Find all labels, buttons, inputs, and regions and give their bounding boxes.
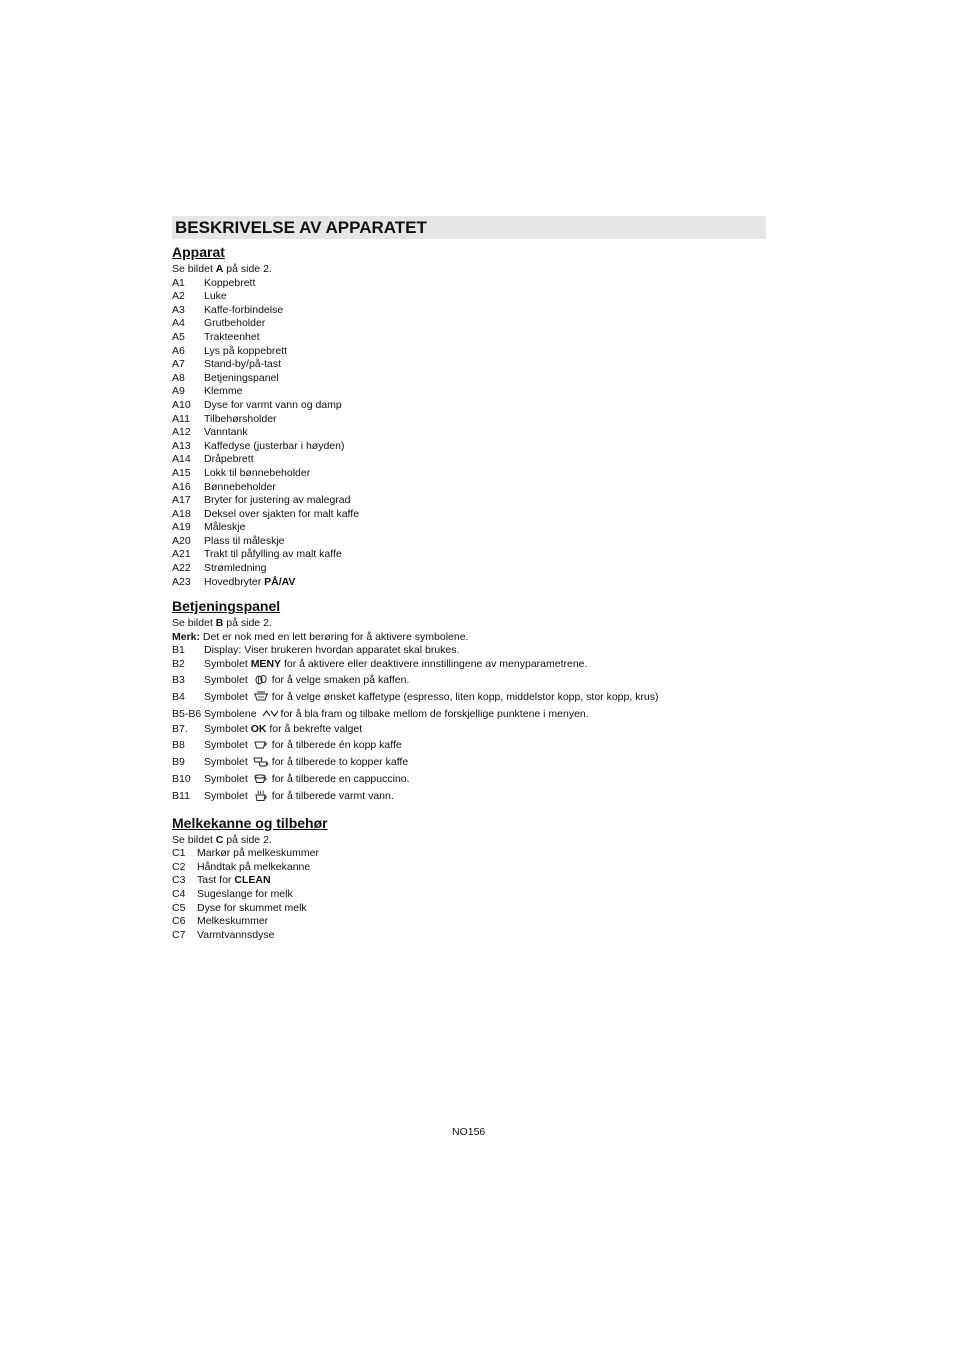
betjening-reference: Se bildet B på side 2. (172, 617, 272, 630)
item-text: Markør på melkeskummer (197, 847, 319, 860)
item-code: C3 (172, 874, 186, 887)
list-item (172, 426, 766, 440)
item-text: Håndtak på melkekanne (197, 860, 311, 873)
item-code: A6 (172, 344, 185, 357)
item-code: C2 (172, 860, 186, 873)
list-item (172, 658, 766, 672)
item-code: B5-B6 (172, 708, 202, 721)
list-item (172, 440, 766, 454)
item-text: Bryter for justering av malegrad (204, 494, 351, 507)
betjeningspanel-heading: Betjeningspanel (172, 598, 281, 615)
item-text: Vanntank (204, 426, 248, 439)
item-code: C6 (172, 915, 186, 928)
melkekanne-heading: Melkekanne og tilbehør (172, 814, 328, 831)
coffee-beans-icon (253, 674, 269, 685)
item-text: Måleskje (204, 521, 246, 534)
item-text: Symbolet OK for å bekrefte valget (204, 723, 363, 736)
list-item (172, 902, 766, 916)
list-item (172, 453, 766, 467)
item-text: Display: Viser brukeren hvordan apparatet skal brukes. (204, 644, 460, 657)
ref-figure: A (215, 263, 224, 275)
apparat-reference (172, 263, 766, 277)
item-text: Sugeslange for melk (197, 888, 293, 901)
item-code: B8 (172, 738, 185, 751)
list-item (172, 929, 766, 943)
item-code: A9 (172, 385, 185, 398)
item-text: Melkeskummer (197, 915, 269, 928)
list-item (172, 771, 766, 788)
item-code: A12 (172, 426, 191, 439)
item-code: A14 (172, 453, 191, 466)
ref-text-end: på side 2. (223, 263, 272, 275)
item-text: Strømledning (204, 562, 267, 575)
item-text: Varmtvannsdyse (197, 928, 275, 941)
item-text: Hovedbryter PÅ/AV (204, 575, 296, 588)
list-item (172, 413, 766, 427)
item-text: Plass til måleskje (204, 534, 285, 547)
note: Merk: Det er nok med en lett berøring for å aktivere symbolene. (172, 630, 469, 643)
item-text: Bønnebeholder (204, 480, 276, 493)
item-text: Symbolet for å tilberede to kopper kaffe (204, 756, 409, 769)
item-code: A1 (172, 276, 185, 289)
item-text: Betjeningspanel (204, 371, 279, 384)
item-code: A7 (172, 358, 185, 371)
list-item (172, 915, 766, 929)
item-text: Koppebrett (204, 276, 256, 289)
list-item (172, 874, 766, 888)
item-code: A13 (172, 439, 191, 452)
item-code: C1 (172, 847, 186, 860)
item-text: Lokk til bønnebeholder (204, 466, 311, 479)
item-text: Symbolene for å bla fram og tilbake mellom de forskjellige punktene i menyen. (204, 708, 589, 721)
list-item (172, 535, 766, 549)
item-text: Trakt til påfylling av malt kaffe (204, 548, 342, 561)
item-code: B3 (172, 673, 185, 686)
item-text: Symbolet for å tilberede en cappuccino. (204, 773, 410, 786)
item-text: Stand-by/på-tast (204, 358, 282, 371)
item-code: C7 (172, 928, 186, 941)
item-text: Trakteenhet (204, 330, 260, 343)
item-text: Symbolet for å velge ønsket kaffetype (espresso, liten kopp, middelstor kopp, stor kopp, krus) (204, 690, 659, 703)
coffee-cups-icon (253, 691, 269, 702)
list-item (172, 385, 766, 399)
list-item (172, 562, 766, 576)
list-item (172, 345, 766, 359)
item-text: Tast for CLEAN (197, 874, 271, 887)
list-item (172, 521, 766, 535)
list-item (172, 399, 766, 413)
item-code: A10 (172, 398, 191, 411)
two-cups-icon (253, 756, 269, 767)
item-code: A20 (172, 534, 191, 547)
item-code: B2 (172, 658, 185, 671)
list-item (172, 644, 766, 658)
item-text: Symbolet for å tilberede én kopp kaffe (204, 738, 402, 751)
list-item (172, 467, 766, 481)
item-code: A16 (172, 480, 191, 493)
item-text: Dråpebrett (204, 453, 254, 466)
item-code: B10 (172, 773, 191, 786)
list-item (172, 304, 766, 318)
item-code: A21 (172, 548, 191, 561)
item-text: Symbolet MENY for å aktivere eller deaktivere innstillingene av menyparametrene. (204, 658, 588, 671)
item-code: A5 (172, 330, 185, 343)
item-text: Kaffedyse (justerbar i høyden) (204, 439, 345, 452)
item-code: C4 (172, 888, 186, 901)
list-item (172, 888, 766, 902)
item-code: B4 (172, 690, 185, 703)
list-item (172, 372, 766, 386)
item-code: A2 (172, 290, 185, 303)
item-text: Luke (204, 290, 227, 303)
item-code: B11 (172, 790, 190, 803)
ref-text: Se bildet (172, 263, 216, 275)
list-item (172, 317, 766, 331)
apparat-list (172, 277, 766, 576)
item-code: A22 (172, 562, 191, 575)
item-code: B9 (172, 756, 185, 769)
list-item (172, 290, 766, 304)
item-code: A19 (172, 521, 191, 534)
list-item (172, 723, 766, 737)
item-text: Deksel over sjakten for malt kaffe (204, 507, 360, 520)
item-code: A4 (172, 317, 185, 330)
list-item (172, 754, 766, 771)
cappuccino-icon (253, 773, 269, 784)
list-item (172, 847, 766, 861)
list-item (172, 672, 766, 689)
item-text: Kaffe-forbindelse (204, 303, 284, 316)
list-item (172, 277, 766, 291)
list-item (172, 689, 766, 706)
item-text: Grutbeholder (204, 317, 266, 330)
list-item (172, 358, 766, 372)
item-code: A15 (172, 466, 191, 479)
item-text: Symbolet for å tilberede varmt vann. (204, 790, 394, 803)
item-code: C5 (172, 901, 186, 914)
item-code: A18 (172, 507, 191, 520)
list-item (172, 548, 766, 562)
apparat-heading: Apparat (172, 244, 225, 260)
item-text: Symbolet for å velge smaken på kaffen. (204, 673, 410, 686)
melk-list (172, 847, 766, 942)
item-text: Lys på koppebrett (204, 344, 288, 357)
list-item (172, 494, 766, 508)
list-item (172, 737, 766, 754)
item-text: Klemme (204, 385, 243, 398)
document-body (172, 216, 766, 942)
item-code: A11 (172, 412, 190, 425)
page-number: NO156 (452, 1126, 486, 1138)
list-item (172, 861, 766, 875)
melk-reference: Se bildet C på side 2. (172, 833, 272, 846)
item-code: A23 (172, 575, 191, 588)
item-code: B7. (172, 723, 188, 736)
item-text: Dyse for varmt vann og damp (204, 398, 342, 411)
item-code: B1 (172, 644, 185, 657)
list-item (172, 508, 766, 522)
one-cup-icon (253, 739, 269, 750)
item-code: A17 (172, 494, 191, 507)
list-item (172, 706, 766, 723)
item-text: Tilbehørsholder (204, 412, 277, 425)
list-item (172, 331, 766, 345)
list-item (172, 481, 766, 495)
item-text: Dyse for skummet melk (197, 901, 307, 914)
section-title: BESKRIVELSE AV APPARATET (172, 216, 766, 239)
list-item (172, 576, 766, 590)
hot-water-icon (253, 790, 269, 801)
list-item (172, 788, 766, 805)
item-code: A3 (172, 303, 185, 316)
arrow-up-down-icon (262, 708, 278, 719)
item-code: A8 (172, 371, 185, 384)
